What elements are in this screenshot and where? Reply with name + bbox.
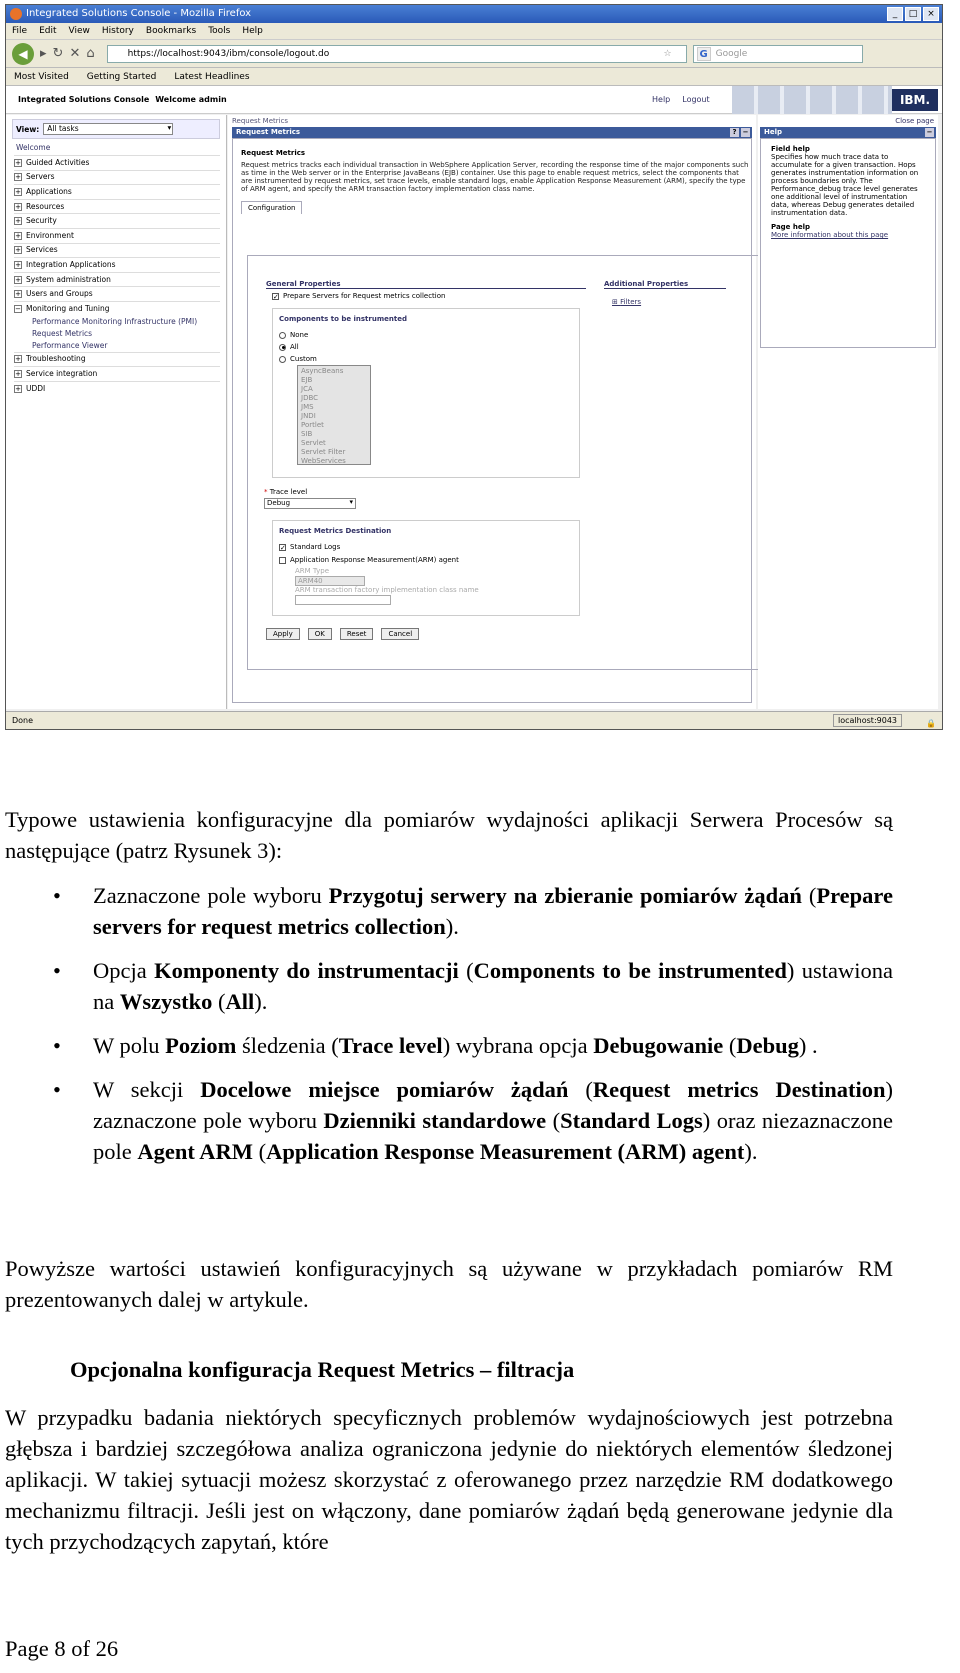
url-text: https://localhost:9043/ibm/console/logout.do: [127, 48, 330, 59]
window-titlebar: [6, 5, 942, 23]
help-titlebar: [760, 127, 936, 138]
expand-icon: +: [15, 246, 21, 255]
list-item: JCA: [301, 385, 313, 393]
text: ).: [254, 989, 268, 1014]
status-text: Done: [12, 716, 34, 725]
list-item: Servlet Filter: [301, 448, 346, 456]
bold-text: Agent ARM: [137, 1139, 253, 1164]
navigation-sidebar: [6, 115, 227, 709]
list-item: Servlet: [301, 439, 326, 447]
sidebar-item-label: Environment: [26, 230, 74, 240]
menu-history[interactable]: History: [101, 26, 134, 36]
expand-icon: +: [15, 202, 21, 211]
close-page-link[interactable]: Close page: [895, 117, 934, 125]
filters-link[interactable]: ⊞ Filters: [612, 298, 641, 306]
list-item: AsyncBeans: [301, 367, 344, 375]
sidebar-item-label: Servers: [26, 172, 55, 182]
bold-text: Request metrics Destination: [592, 1077, 886, 1102]
option-custom[interactable]: [279, 353, 573, 365]
bold-text: Debugowanie: [593, 1033, 724, 1058]
prepare-servers-checkbox[interactable]: ✓: [273, 292, 279, 301]
form-buttons: [266, 628, 419, 640]
page-footer: Page 8 of 26: [5, 1636, 119, 1661]
tab-configuration[interactable]: Configuration: [241, 201, 302, 214]
sidebar-subitem-performance-viewer[interactable]: Performance Viewer: [32, 340, 108, 350]
bookmark-star-icon[interactable]: ☆: [663, 48, 672, 59]
standard-logs-label: Standard Logs: [290, 543, 341, 551]
console-title-text: Integrated Solutions Console: [18, 95, 150, 104]
list-item: SIB: [301, 430, 313, 438]
bold-text: Komponenty do instrumentacji: [154, 958, 459, 983]
status-bar: [6, 711, 942, 729]
help-link[interactable]: Help: [652, 95, 671, 104]
trace-level-field: [264, 488, 356, 509]
text: ) ustawiona na: [93, 958, 893, 1014]
sidebar-item-integration-applications[interactable]: [14, 257, 220, 272]
bold-text: Standard Logs: [560, 1108, 703, 1133]
text: (: [801, 883, 817, 908]
settings-list: [5, 880, 893, 1180]
option-label: All: [290, 343, 299, 351]
sidebar-item-label: Users and Groups: [26, 289, 93, 299]
security-lock-icon: 🔒: [926, 719, 936, 728]
text: (: [546, 1108, 561, 1133]
navigation-toolbar: [6, 40, 942, 68]
general-properties-heading: General Properties: [266, 280, 586, 289]
bookmark-latest-headlines[interactable]: Latest Headlines: [174, 72, 250, 82]
help-title: Help: [764, 128, 783, 136]
text: (: [212, 989, 226, 1014]
console-title: [12, 95, 227, 105]
expand-icon: +: [15, 187, 21, 196]
bold-text: Debug: [736, 1033, 799, 1058]
field-help-text: Specifies how much trace data to accumulate for a given transaction. Hops generates instrumentation information on process boundaries only. The Performance_debug trace level generates one additional level of instrumentation data, whereas Debug generates detailed instrumentation data.: [771, 153, 919, 217]
sidebar-item-service-integration[interactable]: [14, 366, 220, 381]
reset-button[interactable]: Reset: [340, 628, 374, 640]
help-body: [760, 138, 936, 348]
view-selector-row: [12, 119, 220, 139]
bold-text: Trace level: [338, 1033, 443, 1058]
bold-text: Prepare servers for request metrics collection: [93, 883, 893, 939]
arm-agent-label: Application Response Measurement(ARM) agent: [290, 556, 459, 564]
sidebar-item-label: Integration Applications: [26, 259, 116, 269]
status-host: localhost:9043: [833, 714, 902, 727]
sidebar-item-users-and-groups[interactable]: [14, 286, 220, 301]
list-item: [5, 880, 893, 942]
sidebar-item-environment[interactable]: [14, 228, 220, 243]
sidebar-item-services[interactable]: [14, 243, 220, 258]
url-bar[interactable]: [107, 45, 687, 63]
radio-all[interactable]: [279, 344, 286, 351]
list-item: JNDI: [301, 412, 316, 420]
standard-logs-row: [279, 541, 573, 554]
menu-bookmarks[interactable]: Bookmarks: [145, 26, 197, 36]
minimize-icon[interactable]: −: [926, 128, 933, 136]
text: ) .: [798, 1033, 818, 1058]
arm-factory-input[interactable]: [295, 595, 391, 605]
list-item: EJB: [301, 376, 313, 384]
list-item: Portlet: [301, 421, 324, 429]
text: W polu: [93, 1033, 166, 1058]
text: (: [568, 1077, 593, 1102]
list-item: [5, 1030, 893, 1061]
arm-type-label: ARM Type: [295, 567, 329, 575]
bold-text: Dzienniki standardowe: [323, 1108, 547, 1133]
console-header: [6, 86, 942, 114]
sidebar-item-label: Security: [26, 216, 57, 226]
expand-icon: +: [15, 260, 21, 269]
cancel-button[interactable]: Cancel: [381, 628, 419, 640]
request-metrics-panel: [232, 138, 752, 703]
panel-titlebar: [232, 127, 752, 138]
text: (: [458, 958, 474, 983]
collapse-icon: −: [15, 304, 21, 313]
text: ) oraz niezaznaczone pole: [93, 1108, 894, 1164]
sidebar-item-label: Guided Activities: [26, 157, 90, 167]
sidebar-item-label: System administration: [26, 274, 111, 284]
sidebar-item-troubleshooting[interactable]: [14, 352, 220, 367]
expand-icon: +: [15, 384, 21, 393]
sidebar-item-monitoring-and-tuning[interactable]: [14, 301, 220, 316]
search-input[interactable]: [693, 45, 863, 63]
intro-paragraph: Typowe ustawienia konfiguracyjne dla pomiarów wydajności aplikacji Serwera Procesów są następujące (patrz Rysunek 3):: [5, 807, 893, 863]
view-select[interactable]: All tasks ▾: [43, 123, 173, 135]
forward-icon[interactable]: ▸: [40, 46, 47, 61]
radio-custom[interactable]: [279, 356, 286, 363]
bookmarks-toolbar: [6, 68, 942, 86]
section-heading: Opcjonalna konfiguracja Request Metrics – filtracja: [70, 1357, 575, 1382]
sidebar-subitem-request-metrics[interactable]: Request Metrics: [32, 328, 93, 338]
list-item: WebServices: [301, 457, 346, 465]
text: Opcja: [93, 958, 155, 983]
expand-icon: +: [15, 217, 21, 226]
expand-icon: +: [15, 355, 21, 364]
expand-icon: +: [15, 231, 21, 240]
text: Zaznaczone pole wyboru: [93, 883, 329, 908]
firefox-icon: [10, 8, 22, 20]
bold-text: Poziom: [165, 1033, 237, 1058]
arm-type-select[interactable]: ARM40: [295, 576, 365, 586]
section-paragraph: W przypadku badania niektórych specyficznych problemów wydajnościowych jest potrzebna głębsza i bardziej szczegółowa analiza ograniczona jedynie do niektórych elementów śledzonej aplikacji. W takiej sytuacji możesz skorzystać z oferowanego przez narzędzie RM dodatkowego mechanizmu filtracji. Jeśli jest on włączony, dane pomiarów żądań będą generowane jedynie dla tych przychodzących zapytań, które: [5, 1405, 893, 1554]
sidebar-item-label: Service integration: [26, 368, 98, 378]
browser-screenshot: [5, 4, 943, 730]
sidebar-item-label: Services: [26, 245, 58, 255]
stop-icon[interactable]: ✕: [69, 46, 81, 61]
arm-agent-row: [279, 554, 573, 567]
panel-controls: [730, 128, 750, 137]
help-portlet: [758, 115, 938, 709]
header-links: [652, 95, 710, 104]
bold-text: Przygotuj serwery na zbieranie pomiarów żądań: [328, 883, 802, 908]
logout-link[interactable]: Logout: [682, 95, 710, 104]
window-controls: [887, 7, 939, 21]
google-icon: G: [697, 47, 711, 61]
expand-icon: +: [15, 158, 21, 167]
expand-icon: +: [15, 290, 21, 299]
prepare-servers-label: Prepare Servers for Request metrics collection: [283, 292, 446, 300]
text: ) wybrana opcja: [442, 1033, 594, 1058]
page-help-title: Page help: [771, 223, 811, 231]
text: (: [723, 1033, 737, 1058]
sidebar-item-label: UDDI: [26, 383, 46, 393]
expand-icon: +: [15, 369, 21, 378]
text: W sekcji: [93, 1077, 201, 1102]
sidebar-subitem-pmi[interactable]: Performance Monitoring Infrastructure (PMI): [32, 316, 198, 326]
search-placeholder: Google: [715, 48, 748, 59]
maximize-icon[interactable]: □: [905, 7, 921, 21]
components-group: [272, 308, 580, 478]
text: (: [252, 1139, 267, 1164]
field-help-title: Field help: [771, 145, 810, 153]
list-item: [5, 955, 893, 1017]
ok-button[interactable]: OK: [308, 628, 332, 640]
sidebar-item-servers[interactable]: [14, 170, 220, 185]
minimize-icon[interactable]: −: [742, 128, 749, 136]
text: śledzenia (: [236, 1033, 339, 1058]
menu-tools[interactable]: Tools: [208, 26, 231, 36]
menu-file[interactable]: File: [12, 26, 28, 36]
bold-text: Components to be instrumented: [473, 958, 787, 983]
bookmark-most-visited[interactable]: Most Visited: [14, 72, 69, 82]
breadcrumb: Request Metrics: [232, 117, 289, 125]
option-label: Custom: [290, 355, 317, 363]
destination-group: [272, 520, 580, 616]
list-item: JDBC: [301, 394, 319, 402]
sidebar-item-label: Resources: [26, 201, 65, 211]
configuration-area: [247, 255, 759, 670]
summary-paragraph: Powyższe wartości ustawień konfiguracyjnych są używane w przykładach pomiarów RM prezentowanych dalej w artykule.: [5, 1256, 893, 1312]
home-icon[interactable]: ⌂: [86, 46, 95, 61]
arm-factory-label: ARM transaction factory implementation class name: [295, 586, 479, 594]
components-listbox[interactable]: [297, 365, 371, 465]
prepare-servers-row: [272, 292, 445, 300]
sidebar-item-resources[interactable]: [14, 199, 220, 214]
bold-text: Wszystko: [119, 989, 213, 1014]
text: ) zaznaczone pole wyboru: [93, 1077, 893, 1133]
view-label: View:: [16, 124, 40, 134]
list-item: JMS: [301, 403, 314, 411]
page-title: Request Metrics: [241, 149, 306, 157]
help-icon[interactable]: ?: [730, 128, 739, 137]
option-all[interactable]: [279, 341, 573, 353]
option-label: None: [290, 331, 309, 339]
sidebar-item-label: Monitoring and Tuning: [26, 303, 110, 313]
sidebar-item-security[interactable]: [14, 213, 220, 228]
ibm-logo: IBM.: [892, 89, 938, 111]
menu-help[interactable]: Help: [242, 26, 263, 36]
bookmark-getting-started[interactable]: Getting Started: [86, 72, 157, 82]
menu-bar: [6, 23, 942, 40]
list-item: [5, 1074, 893, 1167]
main-content: [228, 115, 756, 709]
sidebar-item-label: Applications: [26, 186, 72, 196]
text: ).: [445, 914, 459, 939]
text: ).: [744, 1139, 758, 1164]
apply-button[interactable]: Apply: [266, 628, 300, 640]
radio-none[interactable]: [279, 332, 286, 339]
page-description: Request metrics tracks each individual transaction in WebSphere Application Server, recording the response time of the major components such as time in the Web server or in the Enterprise JavaBeans (EJB) container. Use this page to enable request metrics, select the components that are instrumented by request metrics, set trace levels, enable standard logs, enable Application Response Measurement (ARM), specify the type of ARM agent, and specify the ARM transaction factory implementation class name.: [241, 161, 749, 193]
trace-level-label: Trace level: [269, 488, 308, 496]
components-title: Components to be instrumented: [279, 315, 407, 323]
welcome-user: Welcome admin: [155, 95, 227, 104]
page-help-link[interactable]: More information about this page: [771, 231, 889, 239]
arm-agent-checkbox[interactable]: [279, 557, 286, 564]
minimize-icon[interactable]: _: [887, 7, 903, 21]
sidebar-item-uddi[interactable]: [14, 381, 220, 396]
sidebar-item-system-administration[interactable]: [14, 272, 220, 287]
standard-logs-checkbox[interactable]: ✓: [280, 543, 286, 552]
sidebar-welcome-link[interactable]: Welcome: [16, 143, 51, 152]
sidebar-item-applications[interactable]: [14, 184, 220, 199]
option-none[interactable]: [279, 329, 573, 341]
destination-title: Request Metrics Destination: [279, 527, 392, 535]
reload-icon[interactable]: ↻: [52, 46, 64, 61]
bold-text: All: [225, 989, 255, 1014]
window-title: Integrated Solutions Console - Mozilla Firefox: [26, 8, 252, 19]
header-decoration: [732, 86, 892, 114]
close-icon[interactable]: ×: [923, 7, 939, 21]
trace-level-label-row: [264, 488, 356, 496]
bold-text: Docelowe miejsce pomiarów żądań: [200, 1077, 569, 1102]
trace-level-select[interactable]: Debug ▾: [264, 498, 356, 509]
panel-title: Request Metrics: [236, 128, 301, 136]
sidebar-item-guided-activities[interactable]: [14, 155, 220, 170]
expand-icon: +: [15, 173, 21, 182]
additional-properties-heading: Additional Properties: [604, 280, 726, 289]
menu-edit[interactable]: Edit: [39, 26, 57, 36]
back-icon[interactable]: ◀: [12, 43, 34, 65]
sidebar-item-label: Troubleshooting: [26, 354, 86, 364]
required-icon: *: [264, 488, 268, 496]
expand-icon: +: [15, 275, 21, 284]
bold-text: Application Response Measurement (ARM) agent: [266, 1139, 745, 1164]
menu-view[interactable]: View: [68, 26, 90, 36]
